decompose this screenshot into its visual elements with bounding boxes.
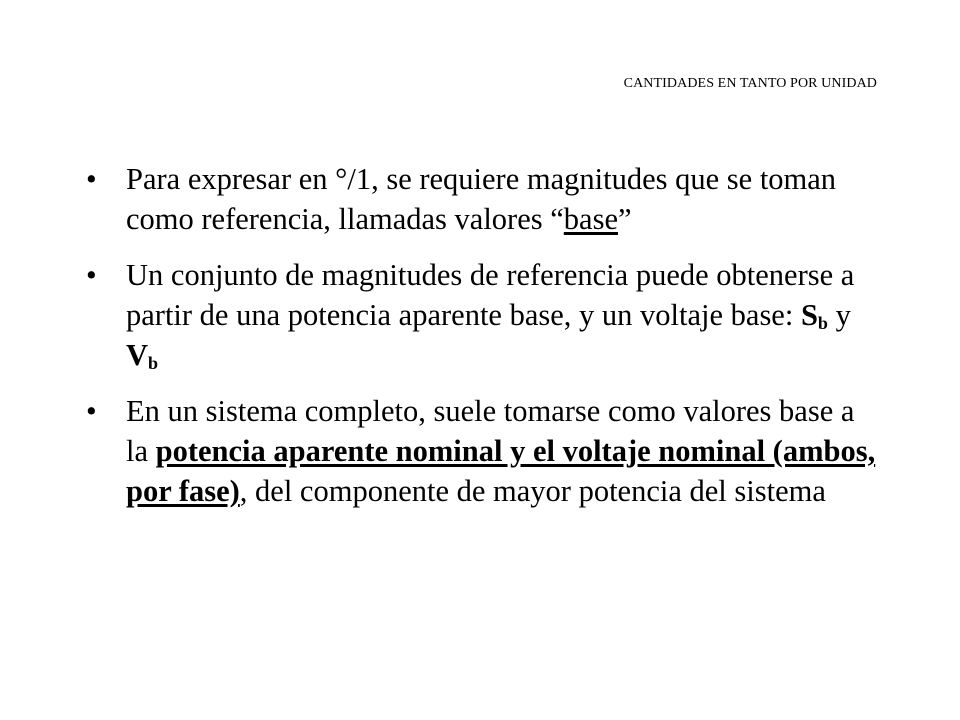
bullet-item-2 (84, 255, 884, 375)
base-underlined-text: base (563, 202, 618, 236)
s-base-subscript: b (817, 313, 828, 333)
bullet-1-closing-quote: ” (618, 202, 632, 236)
bullet-3-tail: , del componente de mayor potencia del sistema (239, 474, 826, 508)
bullet-marker: • (86, 258, 97, 292)
bullet-marker: • (86, 162, 97, 196)
bullet-2-connector: y (827, 298, 851, 332)
bullet-list (84, 159, 884, 527)
bullet-3-text: En un sistema completo, suele tomarse como valores base a la (126, 394, 855, 468)
bullet-item-1 (84, 159, 884, 239)
bullet-marker: • (86, 394, 97, 428)
v-base-symbol: V (126, 338, 149, 372)
bullet-1-text: Para expresar en °/1, se requiere magnitudes que se toman como referencia, llamadas valores “ (126, 162, 837, 236)
s-base-symbol: S (800, 298, 818, 332)
bullet-item-3 (84, 391, 884, 511)
nominal-values-emphasis: potencia aparente nominal y el voltaje nominal (ambos, por fase) (126, 434, 876, 508)
bullet-2-text: Un conjunto de magnitudes de referencia puede obtenerse a partir de una potencia aparente base, y un voltaje base: (126, 258, 855, 332)
slide-header: CANTIDADES EN TANTO POR UNIDAD (623, 76, 877, 91)
v-base-subscript: b (148, 353, 159, 373)
